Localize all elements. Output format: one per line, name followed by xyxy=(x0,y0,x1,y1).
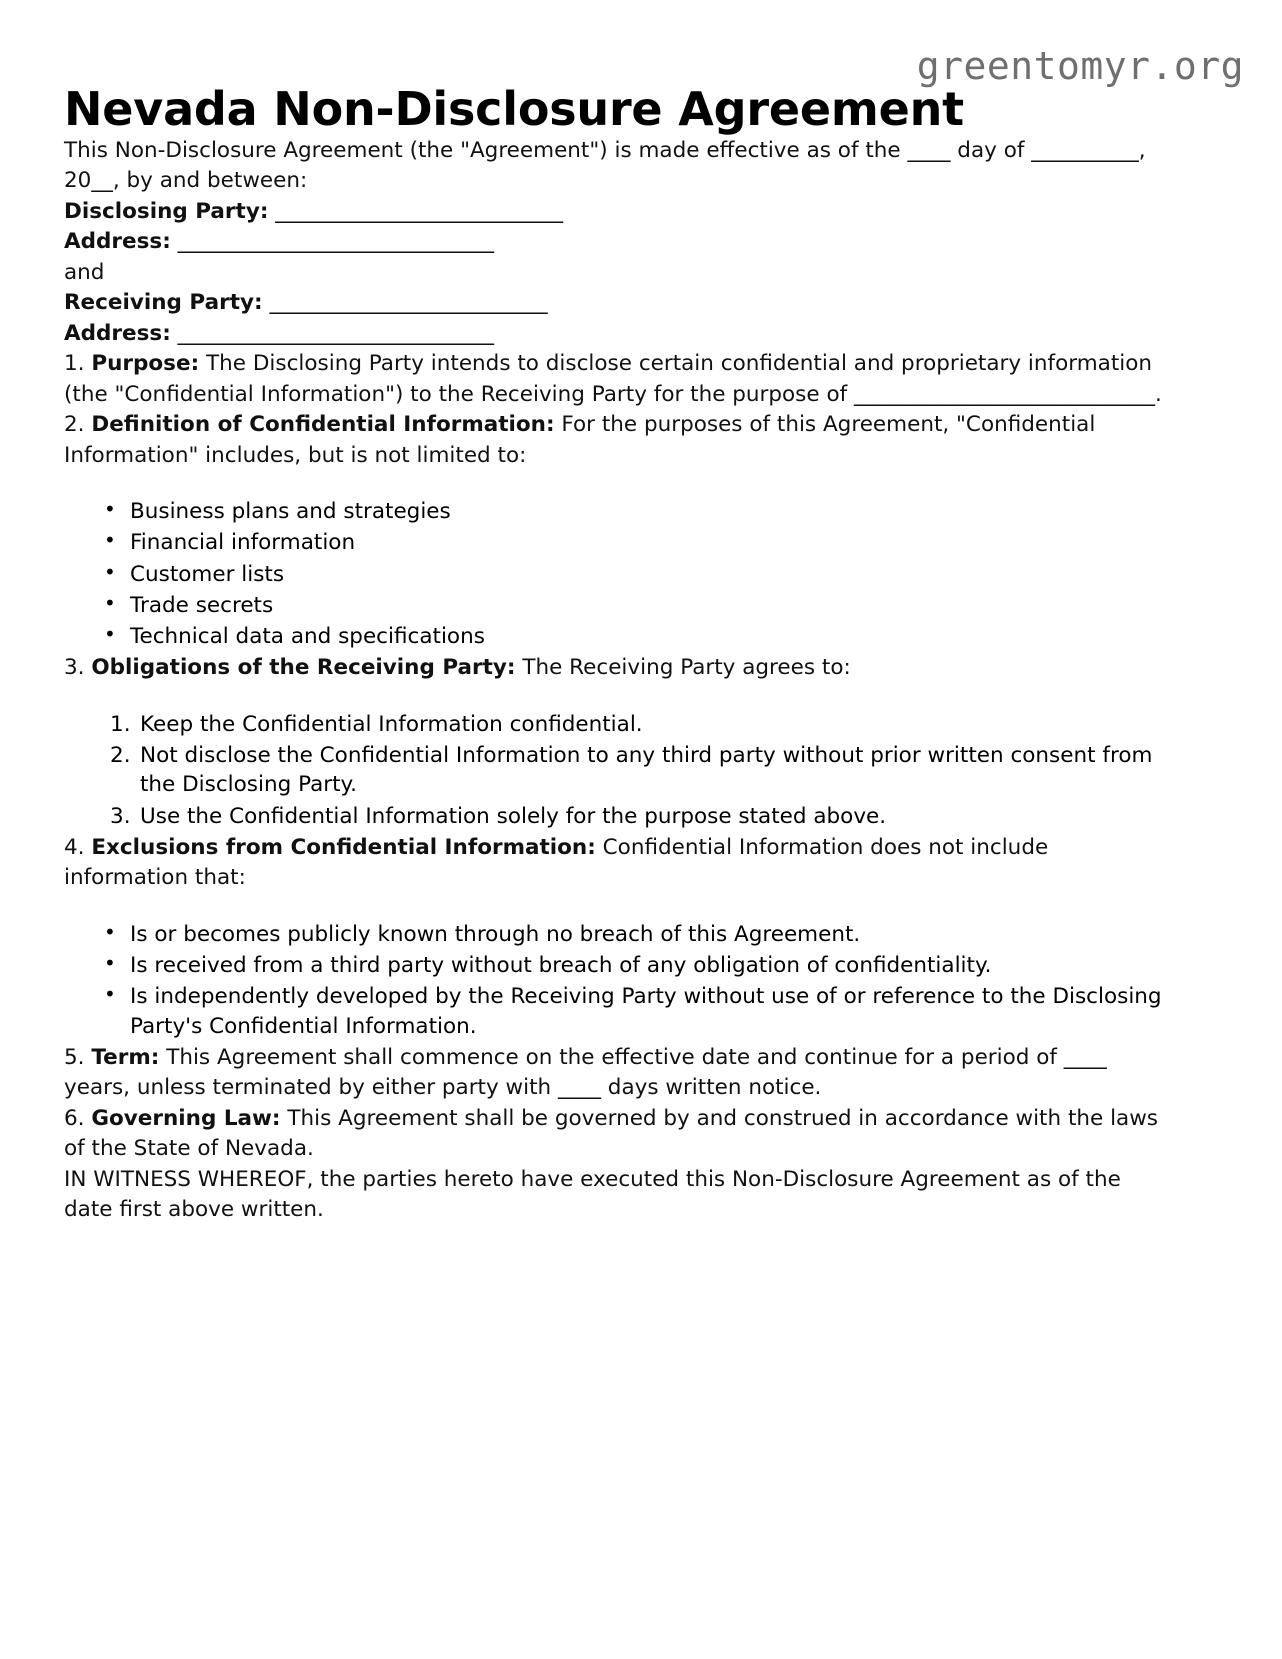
section-5-body: This Agreement shall commence on the effective date and continue for a period of ____ years, unless terminated by either party with ____ days written notice. xyxy=(64,1044,1107,1101)
receiving-party-blank: _____________________________ xyxy=(269,290,547,316)
disclosing-party-label: Disclosing Party: xyxy=(64,198,269,224)
list-item: • Is independently developed by the Receiving Party without use of or reference to the Disclosing Party's Confidential Information. xyxy=(104,982,1162,1040)
witness-paragraph: IN WITNESS WHEREOF, the parties hereto have executed this Non-Disclosure Agreement as of the date first above written. xyxy=(64,1166,1121,1223)
section-6-heading: Governing Law: xyxy=(91,1105,281,1131)
section-4-exclusions xyxy=(64,833,1162,894)
section-1-body: The Disclosing Party intends to disclose certain confidential and proprietary information (the "Confidential Information") to the Receiving Party for the purpose of ____________________________. xyxy=(64,351,1162,407)
list-item: Keep the Confidential Information confidential. xyxy=(140,711,643,737)
list-item: Use the Confidential Information solely for the purpose stated above. xyxy=(140,803,887,829)
list-item: • Is received from a third party without breach of any obligation of confidentiality. xyxy=(104,951,1162,980)
list-item: • Business plans and strategies xyxy=(104,497,1162,526)
section-3-heading: Obligations of the Receiving Party: xyxy=(91,655,516,681)
section-5-heading: Term: xyxy=(91,1044,160,1070)
list-item: • Technical data and specifications xyxy=(104,622,1162,651)
confidential-information-list xyxy=(64,497,1162,651)
disclosing-address-field xyxy=(64,227,1162,258)
page-title: Nevada Non-Disclosure Agreement xyxy=(64,82,964,136)
disclosing-party-field xyxy=(64,197,1162,228)
section-4-body: Confidential Information does not include information that: xyxy=(64,834,1049,891)
list-item: • Financial information xyxy=(104,528,1162,557)
receiving-party-field xyxy=(64,288,1162,319)
conjunction-and: and xyxy=(64,259,105,285)
receiving-address-field xyxy=(64,319,1162,350)
document-content xyxy=(64,0,1162,1226)
section-6-governing-law xyxy=(64,1104,1162,1165)
receiving-address-label: Address: xyxy=(64,320,171,346)
receiving-party-label: Receiving Party: xyxy=(64,290,263,316)
obligations-list xyxy=(64,710,1162,831)
disclosing-party-blank: ______________________________ xyxy=(275,198,562,224)
section-5-number: 5. xyxy=(64,1044,85,1070)
list-item: • Customer lists xyxy=(104,560,1162,589)
disclosing-address-label: Address: xyxy=(64,229,171,255)
intro-paragraph: This Non-Disclosure Agreement (the "Agreement") is made effective as of the ____ day of __________, 20__, by and between: xyxy=(64,137,1146,194)
section-3-obligations xyxy=(64,653,1162,684)
section-4-number: 4. xyxy=(64,834,85,860)
section-6-body: This Agreement shall be governed by and construed in accordance with the laws of the State of Nevada. xyxy=(64,1105,1159,1162)
section-1-purpose xyxy=(64,349,1162,410)
section-4-heading: Exclusions from Confidential Information: xyxy=(91,834,596,860)
disclosing-address-blank: _________________________________ xyxy=(177,229,493,255)
list-item: • Is or becomes publicly known through no breach of this Agreement. xyxy=(104,920,1162,949)
section-2-definition xyxy=(64,410,1162,471)
section-2-heading: Definition of Confidential Information: xyxy=(91,412,555,438)
section-6-number: 6. xyxy=(64,1105,85,1131)
section-2-number: 2. xyxy=(64,412,85,438)
section-3-number: 3. xyxy=(64,655,85,681)
exclusions-list xyxy=(64,920,1162,1041)
section-2-body: For the purposes of this Agreement, "Confidential Information" includes, but is not limited to: xyxy=(64,412,1096,468)
section-1-heading: Purpose: xyxy=(91,351,200,377)
list-item: Not disclose the Confidential Information to any third party without prior written consent from the Disclosing Party. xyxy=(140,743,1153,798)
section-5-term xyxy=(64,1043,1162,1104)
site-watermark: greentomyr.org xyxy=(916,44,1244,88)
list-item: • Trade secrets xyxy=(104,591,1162,620)
receiving-address-blank: _________________________________ xyxy=(177,320,493,346)
section-3-body: The Receiving Party agrees to: xyxy=(522,655,851,681)
section-1-number: 1. xyxy=(64,351,85,377)
